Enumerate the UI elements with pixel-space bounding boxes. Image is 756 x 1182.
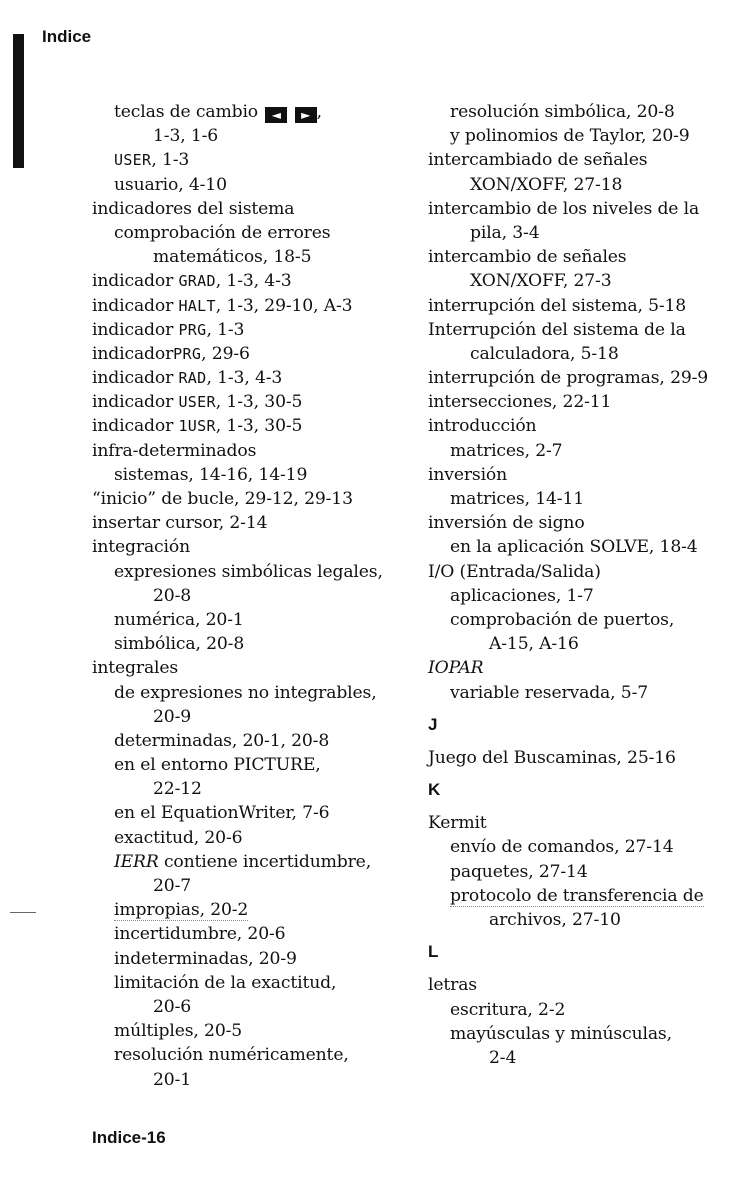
index-entry: insertar cursor, 2-14	[92, 513, 268, 534]
index-entry: numérica, 20-1	[114, 609, 244, 630]
index-entry: introducción	[428, 416, 537, 437]
index-entry: indicador GRAD, 1-3, 4-3	[92, 271, 292, 292]
index-entry: teclas de cambio ◄ ► ,	[114, 102, 322, 122]
index-entry: matemáticos, 18-5	[153, 247, 312, 268]
index-entry: 2-4	[489, 1047, 517, 1068]
index-entry: impropias, 20-2	[114, 900, 249, 921]
index-entry: interrupción de programas, 29-9	[428, 368, 709, 389]
index-entry: de expresiones no integrables,	[114, 682, 377, 703]
right-shift-key-icon: ►	[295, 107, 317, 123]
index-entry: XON/XOFF, 27-3	[470, 271, 612, 292]
index-entry: Interrupción del sistema de la	[428, 319, 686, 340]
index-entry: integrales	[92, 658, 179, 679]
index-entry: 20-9	[153, 706, 192, 727]
index-entry: expresiones simbólicas legales,	[114, 561, 383, 582]
index-entry: escritura, 2-2	[450, 999, 566, 1020]
index-entry: IERR contiene incertidumbre,	[114, 851, 372, 872]
index-entry: comprobación de puertos,	[450, 609, 675, 630]
index-entry: intercambio de señales	[428, 247, 627, 268]
index-entry: en el entorno PICTURE,	[114, 755, 321, 776]
index-entry: I/O (Entrada/Salida)	[428, 561, 601, 582]
margin-tick-mark	[10, 912, 36, 913]
index-entry: sistemas, 14-16, 14-19	[114, 464, 308, 485]
index-entry: letras	[428, 975, 477, 996]
index-entry: archivos, 27-10	[489, 910, 621, 930]
index-entry: paquetes, 27-14	[450, 861, 588, 882]
page-header-title: Indice	[42, 27, 92, 46]
index-entry: limitación de la exactitud,	[114, 972, 337, 993]
index-entry: intercambio de los niveles de la	[428, 198, 700, 219]
index-entry: matrices, 14-11	[450, 489, 585, 509]
index-entry: incertidumbre, 20-6	[114, 924, 286, 945]
index-entry: indicador PRG, 1-3	[92, 319, 245, 340]
index-entry: 20-8	[153, 585, 192, 606]
index-entry: interrupción del sistema, 5-18	[428, 295, 687, 316]
index-column-left	[92, 100, 392, 1092]
index-entry: pila, 3-4	[470, 222, 540, 243]
index-entry: protocolo de transferencia de	[450, 885, 704, 906]
index-entry: resolución numéricamente,	[114, 1045, 349, 1066]
index-entry: integración	[92, 537, 191, 558]
index-entry: inversión	[428, 464, 508, 485]
index-entry: intersecciones, 22-11	[428, 392, 612, 413]
index-entry: intercambiado de señales	[428, 150, 648, 171]
index-entry: indicadorPRG, 29-6	[92, 343, 250, 364]
index-entry: indicador 1USR, 1-3, 30-5	[92, 416, 303, 437]
section-tab-marker	[13, 34, 24, 168]
index-entry: indicador USER, 1-3, 30-5	[92, 392, 303, 413]
index-entry: y polinomios de Taylor, 20-9	[450, 126, 690, 147]
index-entry: Juego del Buscaminas, 25-16	[428, 747, 676, 768]
index-entry: en el EquationWriter, 7-6	[114, 803, 330, 824]
index-entry: mayúsculas y minúsculas,	[450, 1023, 672, 1044]
index-entry: 20-7	[153, 876, 192, 896]
index-entry: A-15, A-16	[489, 634, 579, 655]
index-entry: indicadores del sistema	[92, 198, 295, 219]
section-letter-j: J	[428, 714, 438, 734]
section-letter-l: L	[428, 942, 439, 962]
index-entry: envío de comandos, 27-14	[450, 837, 674, 858]
index-entry: resolución simbólica, 20-8	[450, 102, 675, 122]
index-entry: indeterminadas, 20-9	[114, 948, 297, 969]
index-entry: 20-1	[153, 1069, 192, 1090]
index-entry: comprobación de errores	[114, 222, 331, 243]
index-entry: “inicio” de bucle, 29-12, 29-13	[92, 489, 353, 509]
index-entry: inversión de signo	[428, 513, 585, 534]
index-entry: 20-6	[153, 996, 192, 1017]
index-entry: 1-3, 1-6	[153, 126, 219, 147]
index-entry: aplicaciones, 1-7	[450, 585, 594, 606]
index-entry: exactitud, 20-6	[114, 827, 243, 848]
index-entry: infra-determinados	[92, 440, 257, 461]
index-column-right	[428, 100, 728, 1070]
index-entry: en la aplicación SOLVE, 18-4	[450, 537, 698, 558]
index-entry: IOPAR	[428, 658, 484, 679]
index-entry: variable reservada, 5-7	[450, 682, 649, 703]
index-entry: USER, 1-3	[114, 150, 190, 171]
index-entry: Kermit	[428, 813, 487, 834]
section-letter-k: K	[428, 780, 441, 800]
index-entry: XON/XOFF, 27-18	[470, 174, 623, 195]
index-entry: matrices, 2-7	[450, 440, 563, 461]
index-entry: usuario, 4-10	[114, 174, 227, 195]
index-entry: múltiples, 20-5	[114, 1021, 243, 1042]
index-entry: indicador HALT, 1-3, 29-10, A-3	[92, 295, 353, 316]
index-entry: indicador RAD, 1-3, 4-3	[92, 368, 283, 389]
index-entry: simbólica, 20-8	[114, 634, 245, 655]
index-entry: determinadas, 20-1, 20-8	[114, 730, 330, 751]
index-entry: 22-12	[153, 779, 202, 800]
index-entry: calculadora, 5-18	[470, 343, 619, 364]
left-shift-key-icon: ◄	[265, 107, 287, 123]
page-footer-label: Indice-16	[92, 1128, 166, 1147]
